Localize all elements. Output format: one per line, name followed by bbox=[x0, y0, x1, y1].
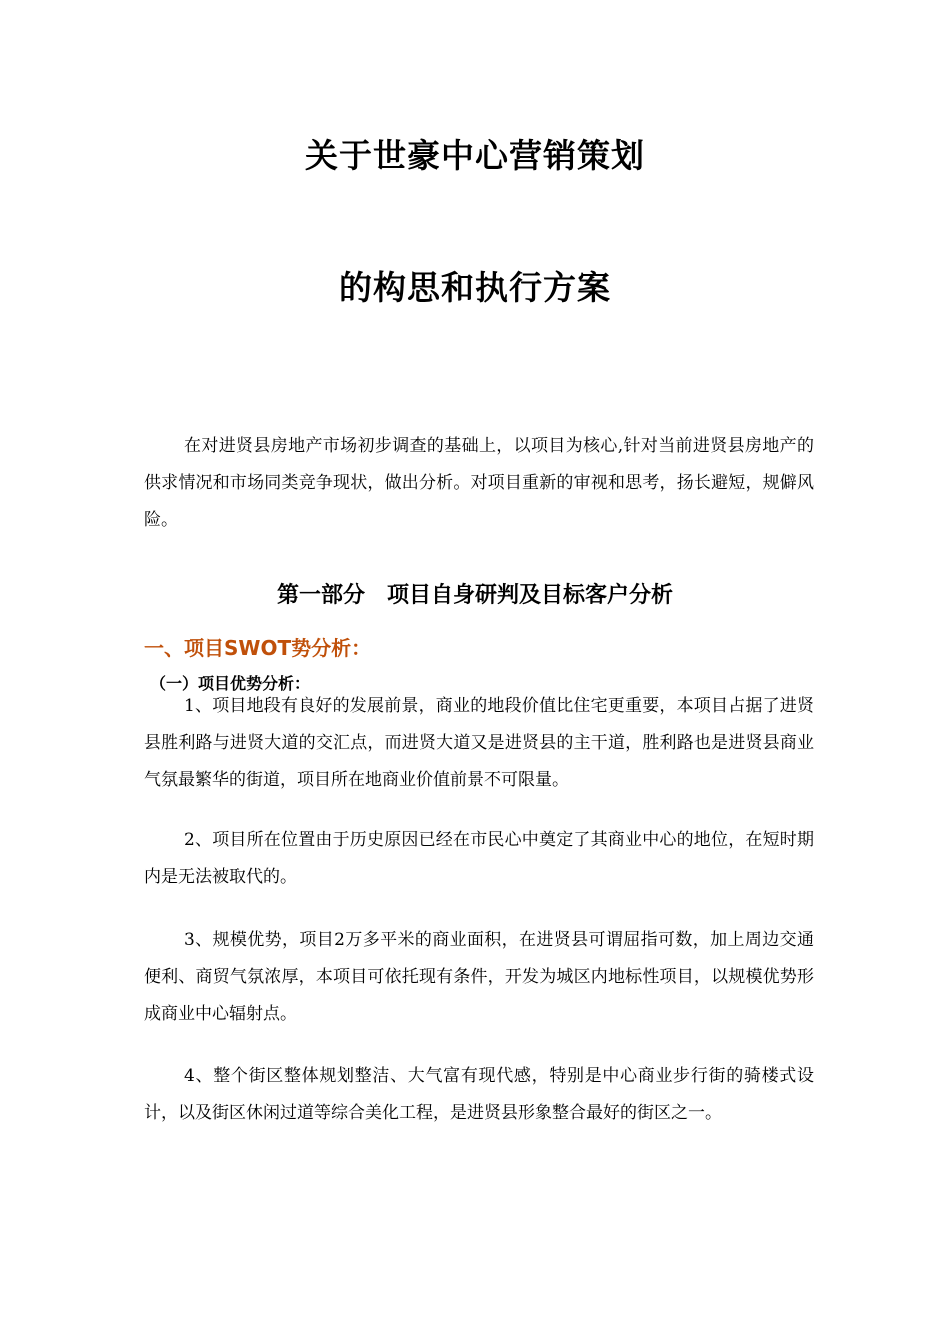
part-heading: 第一部分 项目自身研判及目标客户分析 bbox=[276, 583, 673, 608]
document-title-line-1: 关于世豪中心营销策划 bbox=[305, 136, 645, 175]
advantage-paragraph-4: 4、整个街区整体规划整洁、大气富有现代感，特别是中心商业步行街的骑楼式设计，以及街区休闲过道等综合美化工程，是进贤县形象整合最好的街区之一。 bbox=[144, 1066, 814, 1123]
intro-paragraph: 在对进贤县房地产市场初步调查的基础上，以项目为核心,针对当前进贤县房地产的供求情况和市场同类竞争现状，做出分析。对项目重新的审视和思考，扬长避短，规僻风险。 bbox=[144, 436, 814, 530]
advantages-subsection-heading: （一）项目优势分析： bbox=[150, 674, 311, 693]
document-title-line-2: 的构思和执行方案 bbox=[339, 268, 611, 307]
swot-section-heading: 一、项目SWOT势分析： bbox=[144, 636, 372, 660]
advantage-paragraph-2: 2、项目所在位置由于历史原因已经在市民心中奠定了其商业中心的地位，在短时期内是无法被取代的。 bbox=[144, 830, 814, 887]
advantage-paragraph-3: 3、规模优势，项目2万多平米的商业面积，在进贤县可谓屈指可数，加上周边交通便利、商贸气氛浓厚，本项目可依托现有条件，开发为城区内地标性项目，以规模优势形成商业中心辐射点。 bbox=[144, 930, 814, 1024]
advantage-paragraph-1: 1、项目地段有良好的发展前景，商业的地段价值比住宅更重要，本项目占据了进贤县胜利路与进贤大道的交汇点，而进贤大道又是进贤县的主干道，胜利路也是进贤县商业气氛最繁华的街道，项目所在地商业价值前景不可限量。 bbox=[144, 696, 814, 790]
